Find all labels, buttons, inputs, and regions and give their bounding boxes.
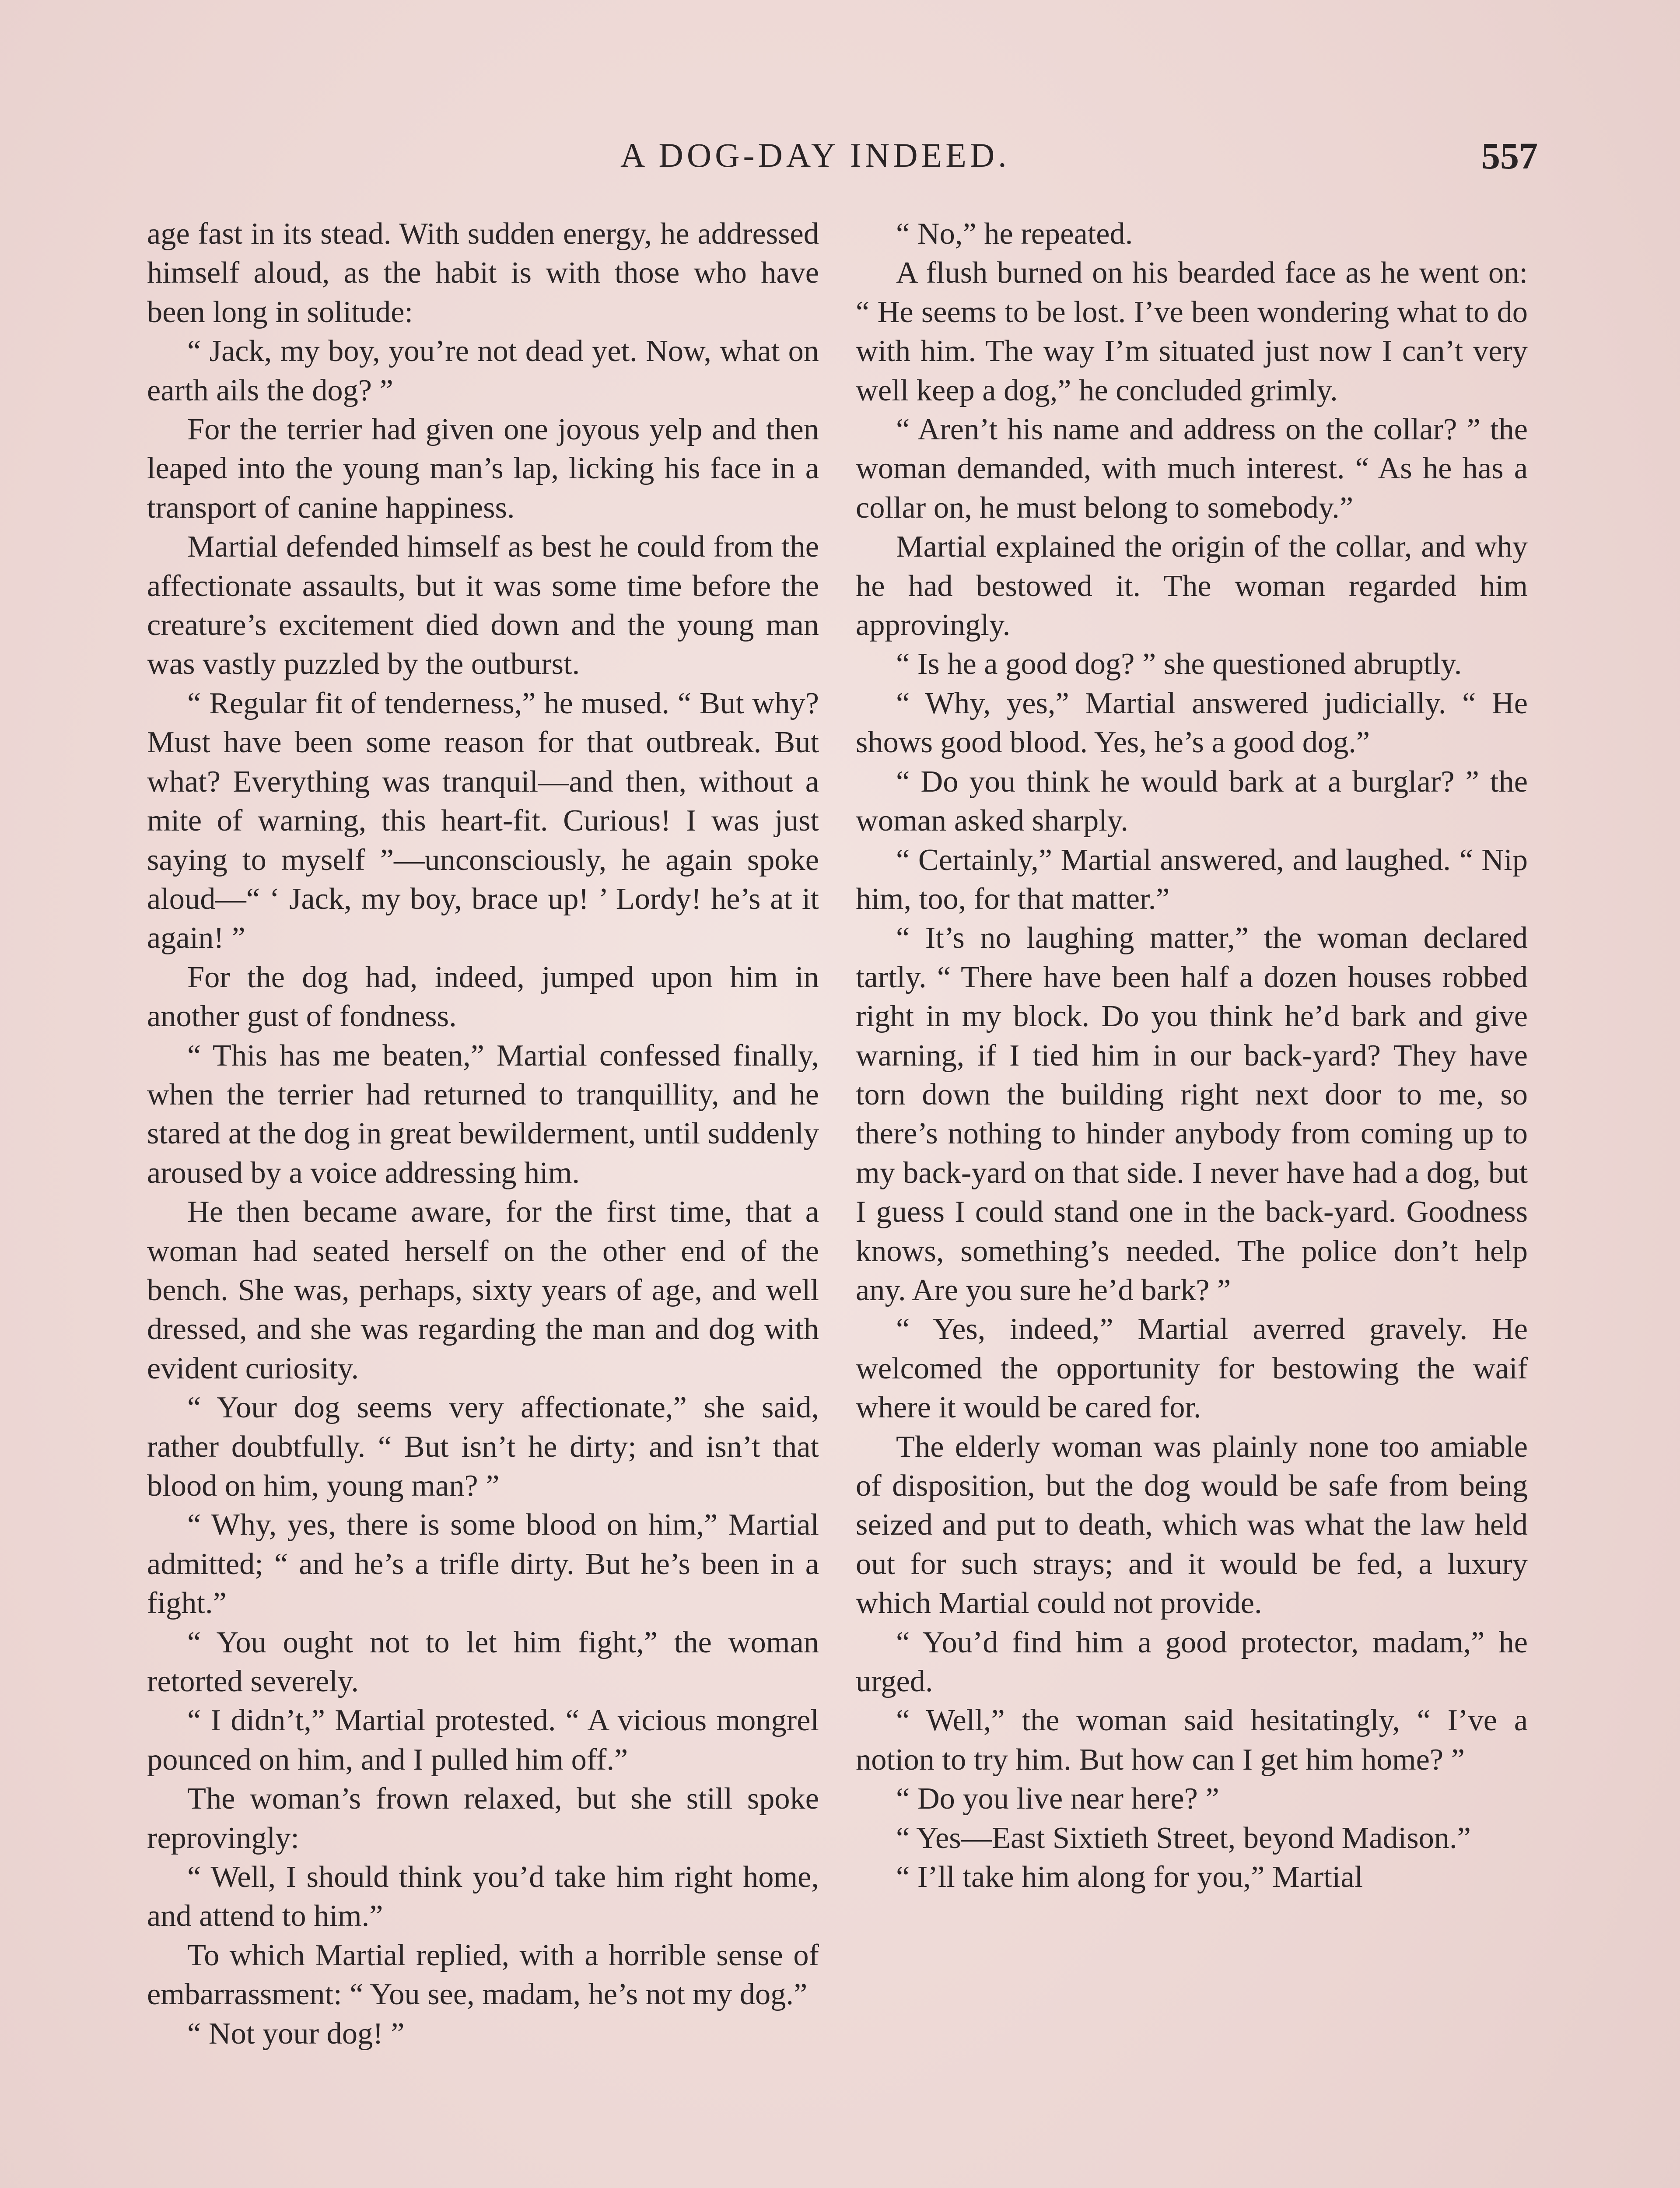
paragraph: “ No,” he repeated. bbox=[896, 217, 1133, 251]
paragraph: The elderly woman was plainly none too amiable of disposition, but the dog would be safe from being seized and put to death, which was what the law held out for such strays; and it would be fed, a luxury which Martial could not provide. bbox=[856, 1429, 1528, 1620]
paragraph: Martial defended himself as best he could from the affectionate assaults, but it was some time before the creature’s excitement died down and the young man was vastly puzzled by the outburst. bbox=[147, 529, 819, 681]
text-column-right bbox=[856, 214, 1528, 1897]
paragraph: “ Well, I should think you’d take him right home, and attend to him.” bbox=[147, 1860, 819, 1933]
paragraph: “ I’ll take him along for you,” Martial bbox=[896, 1860, 1363, 1894]
paragraph: “ Aren’t his name and address on the collar? ” the woman demanded, with much interest. “ As he has a collar on, he must belong to somebody.” bbox=[856, 412, 1528, 525]
page-number: 557 bbox=[1481, 135, 1538, 177]
paragraph: “ Not your dog! ” bbox=[187, 2016, 405, 2051]
paragraph: “ Regular fit of tenderness,” he mused. “ But why? Must have been some reason for that outbreak. But what? Everything was tranquil—and then, without a mite of warning, this heart-fit. Curious! I was just saying to myself ”—unconsciously, he again spoke aloud—“ ‘ Jack, my boy, brace up! ’ Lordy! he’s at it again! ” bbox=[147, 686, 819, 955]
paragraph: “ Yes, indeed,” Martial averred gravely. He welcomed the opportunity for bestowing the waif where it would be cared for. bbox=[856, 1312, 1528, 1425]
paragraph: To which Martial replied, with a horrible sense of embarrassment: “ You see, madam, he’s not my dog.” bbox=[147, 1938, 819, 2012]
paragraph: “ This has me beaten,” Martial confessed finally, when the terrier had returned to tranquillity, and he stared at the dog in great bewilderment, until suddenly aroused by a voice addressing him. bbox=[147, 1038, 819, 1190]
paragraph: “ It’s no laughing matter,” the woman declared tartly. “ There have been half a dozen houses robbed right in my block. Do you think he’d bark and give warning, if I tied him in our back-yard? They have torn down the building right next door to me, so there’s nothing to hinder anybody from coming up to my back-yard on that side. I never have had a dog, but I guess I could stand one in the back-yard. Goodness knows, something’s needed. The police don’t help any. Are you sure he’d bark? ” bbox=[856, 921, 1528, 1307]
paragraph: “ Why, yes,” Martial answered judicially. “ He shows good blood. Yes, he’s a good dog.” bbox=[856, 686, 1528, 760]
paragraph: “ You’d find him a good protector, madam,” he urged. bbox=[856, 1625, 1528, 1699]
text-column-left bbox=[147, 214, 819, 2053]
paragraph: “ Jack, my boy, you’re not dead yet. Now, what on earth ails the dog? ” bbox=[147, 334, 819, 407]
paragraph: “ Yes—East Sixtieth Street, beyond Madison.” bbox=[896, 1820, 1471, 1855]
paragraph: The woman’s frown relaxed, but she still spoke reprovingly: bbox=[147, 1781, 819, 1855]
paragraph: “ Certainly,” Martial answered, and laughed. “ Nip him, too, for that matter.” bbox=[856, 842, 1528, 916]
paragraph: “ Your dog seems very affectionate,” she said, rather doubtfully. “ But isn’t he dirty; and isn’t that blood on him, young man? ” bbox=[147, 1390, 819, 1503]
paragraph: For the dog had, indeed, jumped upon him in another gust of fondness. bbox=[147, 960, 819, 1034]
paragraph: “ You ought not to let him fight,” the woman retorted severely. bbox=[147, 1625, 819, 1699]
paragraph: For the terrier had given one joyous yelp and then leaped into the young man’s lap, licking his face in a transport of canine happiness. bbox=[147, 412, 819, 525]
running-header-title: A DOG-DAY INDEED. bbox=[620, 136, 1010, 174]
paragraph: “ Why, yes, there is some blood on him,” Martial admitted; “ and he’s a trifle dirty. But he’s been in a fight.” bbox=[147, 1508, 819, 1620]
paragraph: A flush burned on his bearded face as he went on: “ He seems to be lost. I’ve been wondering what to do with him. The way I’m situated just now I can’t very well keep a dog,” he concluded grimly. bbox=[856, 256, 1528, 407]
paragraph: He then became aware, for the first time, that a woman had seated herself on the other end of the bench. She was, perhaps, sixty years of age, and well dressed, and she was regarding the man and dog with evident curiosity. bbox=[147, 1195, 819, 1385]
paragraph: age fast in its stead. With sudden energy, he addressed himself aloud, as the habit is with those who have been long in solitude: bbox=[147, 217, 819, 329]
paragraph: “ Is he a good dog? ” she questioned abruptly. bbox=[896, 647, 1462, 681]
paragraph: “ Well,” the woman said hesitatingly, “ I’ve a notion to try him. But how can I get him home? ” bbox=[856, 1703, 1528, 1777]
paragraph: “ Do you think he would bark at a burglar? ” the woman asked sharply. bbox=[856, 764, 1528, 838]
paragraph: “ Do you live near here? ” bbox=[896, 1781, 1219, 1816]
paragraph: Martial explained the origin of the collar, and why he had bestowed it. The woman regarded him approvingly. bbox=[856, 529, 1528, 642]
paragraph: “ I didn’t,” Martial protested. “ A vicious mongrel pounced on him, and I pulled him off.” bbox=[147, 1703, 819, 1777]
